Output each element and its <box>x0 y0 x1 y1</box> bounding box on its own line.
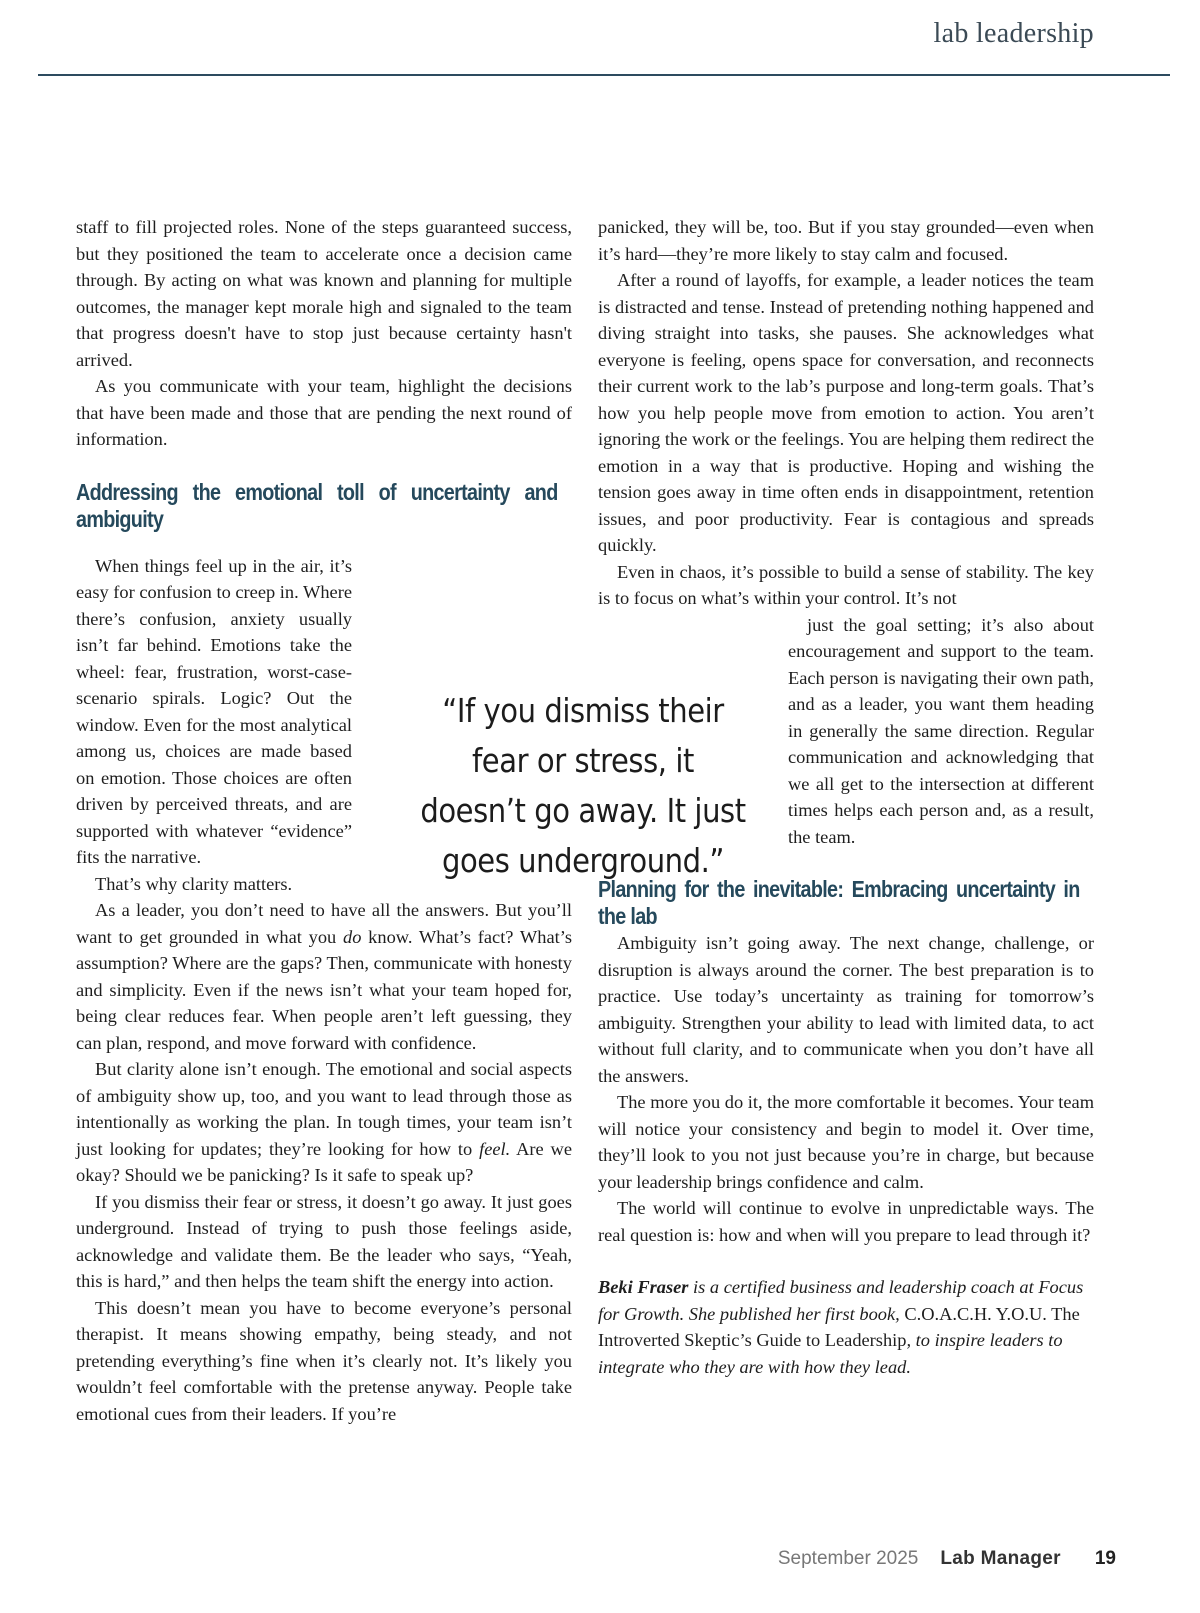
right-paragraph-6: The world will continue to evolve in unpredictable ways. The real question is: how and when will you prepare to lead through it? <box>598 1198 1094 1245</box>
right-paragraph-4: Ambiguity isn’t going away. The next change, challenge, or disruption is always around the corner. The best preparation is to practice. Use today’s uncertainty as training for tomorrow’s ambiguity. Strengthen your ability to lead with limited data, to act without full clarity, and to communicate when you don’t have all the answers. <box>598 933 1094 1086</box>
book-title: C.O.A.C.H. Y.O.U. The Introverted Skeptic’s Guide to Leadership <box>598 1303 1080 1350</box>
left-paragraph-4: That’s why clarity matters. <box>95 873 293 894</box>
left-paragraph-5: As a leader, you don’t need to have all the answers. But you’ll want to get grounded in what you do know. What’s fact? What’s assumption? Where are the gaps? Then, communicate with honesty and simplicity. Even if the news isn’t what your team hoped for, being clear reduces fear. When people aren’t left guessing, they can plan, respond, and move forward with confidence. <box>76 900 572 1053</box>
left-paragraph-2: As you communicate with your team, highlight the decisions that have been made and those that are pending the next round of information. <box>76 376 572 449</box>
left-paragraph-6: But clarity alone isn’t enough. The emotional and social aspects of ambiguity show up, too, and you want to lead through those as intentionally as working the plan. In tough times, your team isn’t just looking for updates; they’re looking for how to feel. Are we okay? Should we be panicking? Is it safe to speak up? <box>76 1059 572 1185</box>
page-footer <box>778 1548 1116 1570</box>
left-paragraph-3: When things feel up in the air, it’s easy for confusion to creep in. Where there’s confusion, anxiety usually isn’t far behind. Emotions take the wheel: fear, frustration, worst-case-scenario spirals. Logic? Out the window. Even for the most analytical among us, choices are made based on emotion. Those choices are often driven by perceived threats, and are supported with whatever “evidence” fits the narrative. <box>76 555 352 867</box>
section-heading-planning: Planning for the inevitable: Embracing uncertainty in the lab <box>598 876 1080 929</box>
issue-date: September 2025 <box>777 1548 919 1569</box>
section-label: lab leadership <box>933 18 1094 49</box>
pull-quote: “If you dismiss their fear or stress, it doesn’t go away. It just goes underground.” <box>420 691 746 880</box>
left-paragraph-1: staff to fill projected roles. None of the steps guaranteed success, but they positioned the team to accelerate once a decision came through. By acting on what was known and planning for multiple outcomes, the manager kept morale high and signaled to the team that progress doesn't have to stop just because certainty hasn't arrived. <box>76 217 572 370</box>
section-heading-emotional-toll: Addressing the emotional toll of uncertainty and ambiguity <box>76 478 558 532</box>
emphasis-feel: feel. <box>479 1138 511 1159</box>
right-paragraph-2: After a round of layoffs, for example, a leader notices the team is distracted and tense. Instead of pretending nothing happened and diving straight into tasks, she pauses. She acknowledges what everyone is feeling, opens space for conversation, and reconnects their current work to the lab’s purpose and long-term goals. That’s how you help people move from emotion to action. You aren’t ignoring the work or the feelings. You are helping them redirect the emotion in a way that is productive. Hoping and wishing the tension goes away in time often ends in disappointment, retention issues, and poor productivity. Fear is contagious and spreads quickly. <box>598 270 1094 555</box>
right-paragraph-1: panicked, they will be, too. But if you stay grounded—even when it’s hard—they’re more likely to stay calm and focused. <box>598 217 1094 264</box>
right-paragraph-5: The more you do it, the more comfortable it becomes. Your team will notice your consistency and begin to model it. Over time, they’ll look to you not just because you’re in charge, but because your leadership brings confidence and calm. <box>598 1092 1095 1192</box>
emphasis-do: do <box>343 926 362 947</box>
left-paragraph-8: This doesn’t mean you have to become everyone’s personal therapist. It means showing empathy, being steady, and not pretending everything’s fine when it’s clearly not. It’s likely you wouldn’t feel comfortable with the pretense anyway. People take emotional cues from their leaders. If you’re <box>76 1297 572 1424</box>
author-name: Beki Fraser <box>598 1277 689 1297</box>
author-bio: Beki Fraser is a certified business and leadership coach at Focus for Growth. She published her first book, C.O.A.C.H. Y.O.U. The Introverted Skeptic’s Guide to Leadership, to inspire leaders to integrate who they are with how they lead. <box>598 1277 1084 1377</box>
page-number: 19 <box>1094 1548 1116 1569</box>
header-rule <box>38 74 1170 76</box>
right-paragraph-3: Even in chaos, it’s possible to build a sense of stability. The key is to focus on what’s within your control. It’s not just the goal setting; it’s also about encouragement and support to the team. Each person is navigating their own path, and as a leader, you want them heading in generally the same direction. Regular communication and acknowledging that we all get to the intersection at different times helps each person and, as a result, the team. <box>598 559 1094 851</box>
magazine-name: Lab Manager <box>940 1548 1061 1569</box>
right-paragraph-3-wrapped: just the goal setting; it’s also about encouragement and support to the team. Each person is navigating their own path, and as a leader, you want them heading in generally the same direction. Regular communication and acknowledging that we all get to the intersection at different times helps each person and, as a result, the team. <box>788 614 1094 847</box>
right-column <box>598 214 1094 1380</box>
left-paragraph-7: If you dismiss their fear or stress, it doesn’t go away. It just goes underground. Instead of trying to push those feelings aside, acknowledge and validate them. Be the leader who says, “Yeah, this is hard,” and then helps the team shift the energy into action. <box>76 1191 572 1291</box>
